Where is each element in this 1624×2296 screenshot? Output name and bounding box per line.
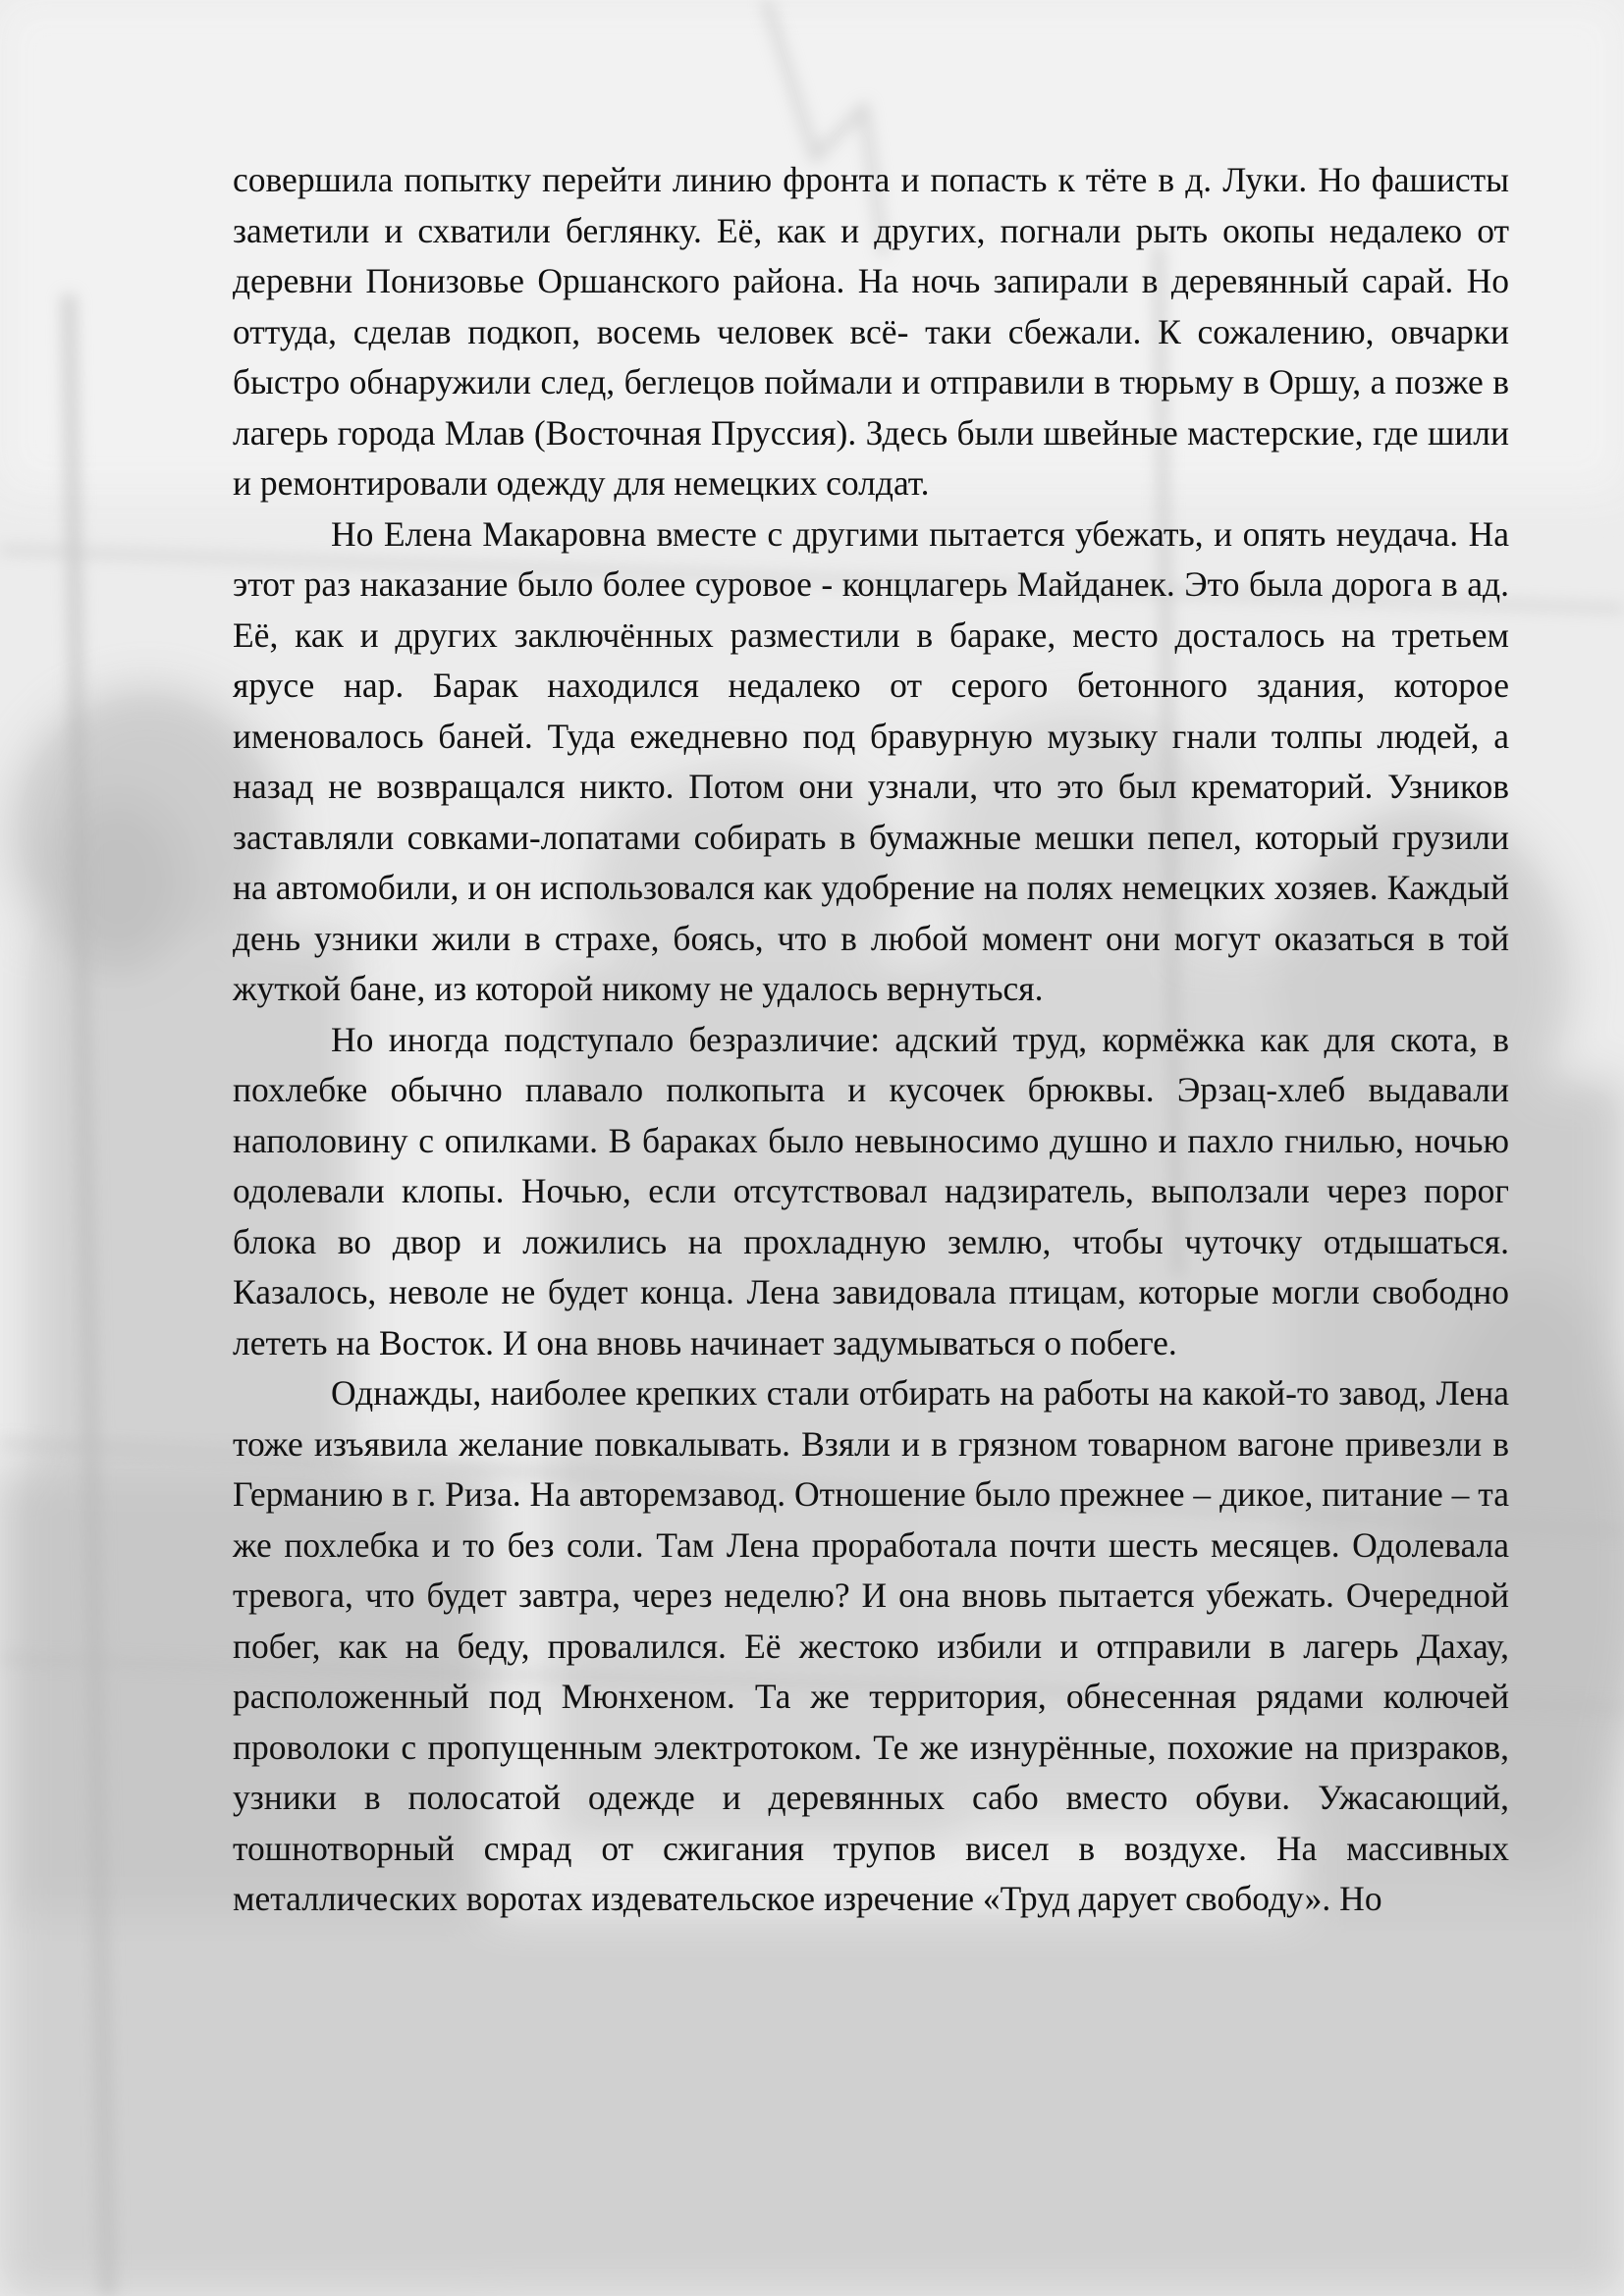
paragraph-4: Однажды, наиболее крепких стали отбирать на работы на какой-то завод, Лена тоже изъявила желание повкалывать. Взяли и в грязном товарном вагоне привезли в Германию в г. Риза. На авторемзавод. Отношение было прежнее – дикое, питание – та же похлебка и то без соли. Там Лена проработала почти шесть месяцев. Одолевала тревога, что будет завтра, через неделю? И она вновь пытается убежать. Очередной побег, как на беду, провалился. Её жестоко избили и отправили в лагерь Дахау, расположенный под Мюнхеном. Та же территория, обнесенная рядами колючей проволоки с пропущенным электротоком. Те же изнурённые, похожие на призраков, узники в полосатой одежде и деревянных сабо вместо обуви. Ужасающий, тошнотворный смрад от сжигания трупов висел в воздухе. На массивных металлических воротах издевательское изречение «Труд дарует свободу». Но xyxy=(233,1373,1509,1918)
body-text xyxy=(233,155,1509,1925)
paragraph-1: совершила попытку перейти линию фронта и попасть к тёте в д. Луки. Но фашисты заметили и схватили беглянку. Её, как и других, погнали рыть окопы недалеко от деревни Понизовье Оршанского района. На ночь запирали в деревянный сарай. Но оттуда, сделав подкоп, восемь человек всё- таки сбежали. К сожалению, овчарки быстро обнаружили след, беглецов поймали и отправили в тюрьму в Оршу, а позже в лагерь города Млав (Восточная Пруссия). Здесь были швейные мастерские, где шили и ремонтировали одежду для немецких солдат. xyxy=(233,160,1509,503)
paragraph-3: Но иногда подступало безразличие: адский труд, кормёжка как для скота, в похлебке обычно плавало полкопыта и кусочек брюквы. Эрзац-хлеб выдавали наполовину с опилками. В бараках было невыносимо душно и пахло гнилью, ночью одолевали клопы. Ночью, если отсутствовал надзиратель, выползали через порог блока во двор и ложились на прохладную землю, чтобы чуточку отдышаться. Казалось, неволе не будет конца. Лена завидовала птицам, которые могли свободно лететь на Восток. И она вновь начинает задумываться о побеге. xyxy=(233,1019,1509,1362)
paragraph-2: Но Елена Макаровна вместе с другими пытается убежать, и опять неудача. На этот раз наказание было более суровое - концлагерь Майданек. Это была дорога в ад. Её, как и других заключённых разместили в бараке, место досталось на третьем ярусе нар. Барак находился недалеко от серого бетонного здания, которое именовалось баней. Туда ежедневно под бравурную музыку гнали толпы людей, а назад не возвращался никто. Потом они узнали, что это был крематорий. Узников заставляли совками-лопатами собирать в бумажные мешки пепел, который грузили на автомобили, и он использовался как удобрение на полях немецких хозяев. Каждый день узники жили в страхе, боясь, что в любой момент они могут оказаться в той жуткой бане, из которой никому не удалось вернуться. xyxy=(233,513,1509,1008)
